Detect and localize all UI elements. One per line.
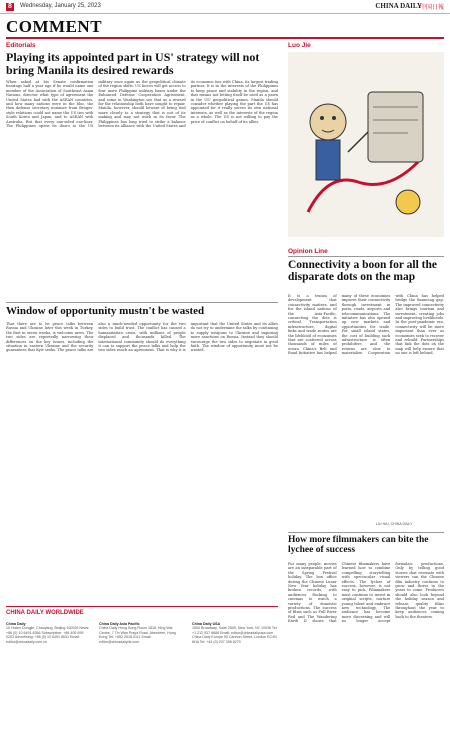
feature-rule: [288, 532, 444, 533]
lead-headline: Playing its appointed part in US' strategy will not bring Manila its desired rewards: [6, 50, 260, 77]
divider: [6, 302, 278, 303]
cartoon-credit: Luo Jie: [288, 42, 311, 49]
brand-name: CHINA DAILY: [375, 2, 422, 10]
opinion-byline: LIU HAI, CHINA DAILY: [376, 522, 413, 526]
second-body: That there are to be peace talks between Russia and Ukraine later this week in Turkey, the first in seven weeks, is welcome news. The two sides are reportedly narrowing their differences on the key issues, including the situation in eastern Ukraine and the security guarantees that Kyiv seeks. The peace talks are also a much-needed opportunity for the two sides to build trust. The conflict has caused a humanitarian crisis, with millions of people displaced and thousands killed. The international community should do everything it can to support the peace talks and help the two sides reach an agreement. That is why it is important that the United States and its allies do not try to undermine the talks by continuing to supply weapons to Ukraine and imposing more sanctions on Russia. Instead they should encourage the two sides to negotiate in good faith. The window of opportunity must not be wasted.: [6, 322, 278, 353]
office-name: China Daily: [6, 622, 26, 626]
feature-body: For many people, movies are an inseparable part of the Spring Festival holiday. The box office during the Chinese Lunar New Year holiday has broken records, with audiences flocking to cinemas to watch a variety of domestic productions. The success of films such as Full River Red and The Wandering Earth II shows that Chinese filmmakers have learned how to combine compelling storytelling with spectacular visual effects. The lychee of success, however, is not easy to pick. Filmmakers must continue to invest in original scripts, nurture young talent and embrace new technology. The audience has become more discerning and will no longer accept formulaic productions. Only by telling good stories that resonate with viewers can the Chinese film industry continue to grow and thrive in the years to come. Producers should also look beyond the holiday season and release quality films throughout the year to keep audiences coming back to the theaters.: [288, 562, 444, 624]
office-name: China Daily USA: [192, 622, 221, 626]
office-text: 15 Huixin Dongjie, Chaoyang, Beijing 100029 News: +86 (0) 10 6491 8366 Subscription: +86 400 699 0203 Advertising: +86 (0) 10 6491 8631 Email: editor@chinadaily.com.cn: [6, 626, 90, 644]
office-name: China Daily Asia Pacific: [99, 622, 140, 626]
footer-office: [6, 622, 92, 644]
footer-office: [99, 622, 185, 644]
footer-label: CHINA DAILY WORLDWIDE: [6, 610, 84, 616]
masthead: [0, 0, 450, 14]
opinion-headline: Connectivity a boon for all the disparate dots on the map: [288, 259, 437, 284]
section-title: COMMENT: [6, 17, 103, 36]
footer-office: [192, 622, 278, 644]
office-text: 1500 Broadway, Suite 2800, New York, NY 10036 Tel: +1 212 537 8888 Email: editor@chinadailyusa.com China Daily Europe 90 Cannon Street, London EC4N 6HA Tel: +44 (0) 207 398 8270: [192, 626, 278, 644]
cartoon-illustration: [288, 52, 444, 237]
section-rule: [6, 37, 444, 39]
issue-date: Wednesday, January 25, 2023: [20, 3, 101, 9]
lead-body: When asked at his Senate confirmation hearings half a year ago if he would name one member of the Association of Southeast Asian Nations, director what type of agreement the United States had with the ASEAN countries, and how many nations were in the bloc, the then defense secretary nominee from Bruges-style relations could not name the US ties with South Korea and Japan, and to ASEAN with Australia. But that every one-sided one-liner. The Philippines opens its doors to the US military once again as the geopolitical climate of the region shifts. US forces will get access to four more Philippine military bases under the Enhanced Defense Cooperation Agreement, and some in Washington see that as a reward for the relationship both have sought to repair. Manila, however, should beware of being tied more closely to a strategy that is not of its making and may not work in its favor. The Philippines has long tried to strike a balance between its alliance with the United States and its economic ties with China, its largest trading partner. It is in the interests of the Philippines to keep peace and stability in the region, and that means not letting itself be used as a pawn in the US' geopolitical games. Manila should consider whether playing the part the US has appointed for it really serves its own national interests, as well as the interests of the region as a whole. The US is not willing to pay the price of conflict on behalf of its allies.: [6, 80, 278, 129]
brand-chinese: 中国日報: [419, 5, 444, 11]
editorials-label: Editorials: [6, 42, 36, 49]
opinion-body: It is a truism of development that connectivity matters, and for the island nations of the Asia-Pacific, connecting the dots is critical. Transportation infrastructure, digital links and trade routes are the lifeblood of economies that are scattered across thousands of miles of ocean. China's Belt and Road Initiative has helped many of these economies improve their connectivity through investment in ports, roads, airports and telecommunications. The initiative has also opened up new markets and opportunities for trade. For small island states, the cost of building such infrastructure is often prohibitive, and the returns are slow to materialize. Cooperation with China has helped bridge the financing gap. The improved connectivity also brings tourism and investment, creating jobs and improving livelihoods. In the post-pandemic era, connectivity will be more important than ever as economies seek to recover and rebuild. Partnerships that link the dots on the map will help ensure that no one is left behind.: [288, 294, 444, 356]
office-text: China Daily Hong Kong Room 1818, Hing Wai Centre, 7 Tin Wan Praya Road, Aberdeen, Hong Kong Tel: +852 2518 5111 Email: editor@chinadailyhk.com: [99, 626, 176, 644]
opinion-label: Opinion Line: [288, 248, 328, 255]
second-headline: Window of opportunity mustn't be wasted: [6, 305, 205, 317]
cartoon-drawing: [288, 52, 444, 237]
page-number: 8: [8, 3, 12, 10]
opinion-rule: [288, 256, 444, 257]
feature-headline: How more filmmakers can bite the lychee of success: [288, 535, 429, 555]
footer-rule: [6, 606, 278, 607]
